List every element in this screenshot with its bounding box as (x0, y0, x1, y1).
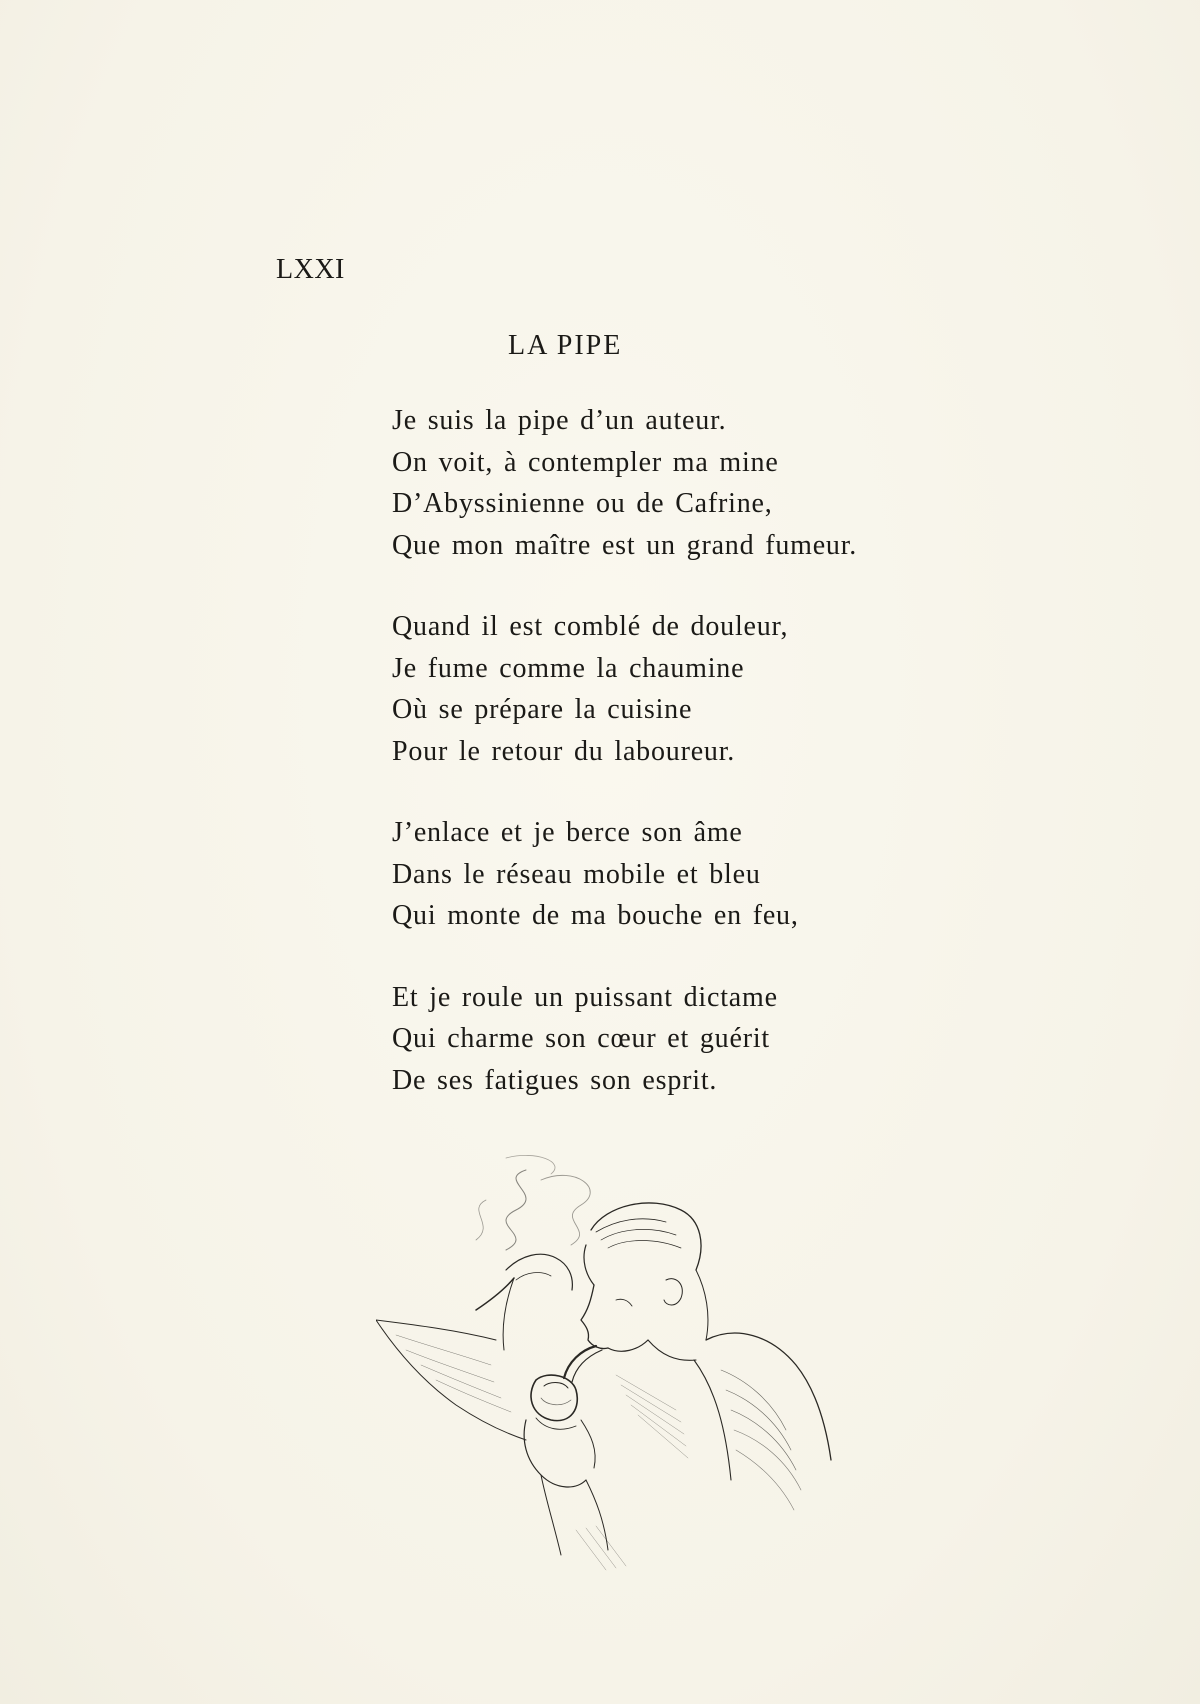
poem-body (392, 400, 992, 1141)
poem-line: Dans le réseau mobile et bleu (392, 858, 761, 890)
poem-line: Je suis la pipe d’un auteur. (392, 405, 727, 436)
poem-title: LA PIPE (508, 330, 623, 361)
pipe-smoker-engraving-icon (376, 1150, 936, 1630)
stanza-1 (392, 400, 992, 566)
poem-line: Où se prépare la cuisine (392, 694, 693, 725)
stanza-3 (392, 812, 992, 937)
poem-line: Qui monte de ma bouche en feu, (392, 900, 799, 931)
poem-line: On voit, à contempler ma mine (392, 446, 779, 478)
poem-line: Et je roule un puissant dictame (392, 981, 778, 1013)
poem-line: Quand il est comblé de douleur, (392, 611, 789, 642)
poem-line: J’enlace et je berce son âme (392, 817, 743, 848)
stanza-2 (392, 606, 992, 772)
poem-line: Pour le retour du laboureur. (392, 735, 736, 767)
engraving-drawing (376, 1150, 936, 1630)
poem-line: Que mon maître est un grand fumeur. (392, 529, 858, 561)
chapter-number: LXXI (276, 254, 345, 285)
stanza-4 (392, 977, 992, 1102)
poem-line: D’Abyssinienne ou de Cafrine, (392, 488, 773, 519)
poem-line: De ses fatigues son esprit. (392, 1064, 718, 1096)
poem-line: Qui charme son cœur et guérit (392, 1023, 770, 1054)
poem-line: Je fume comme la chaumine (392, 652, 745, 684)
